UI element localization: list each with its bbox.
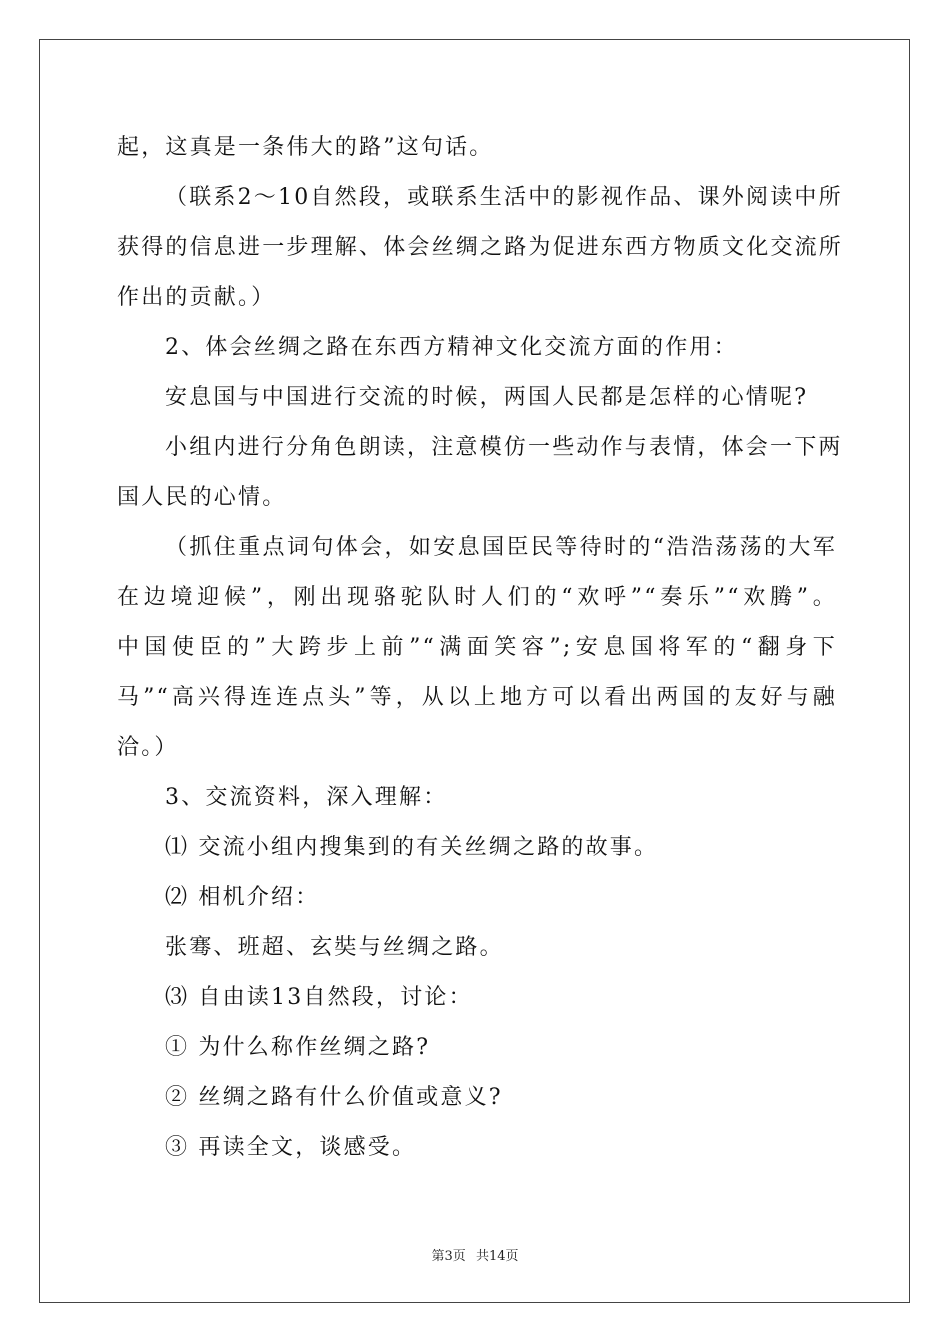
section-heading: 3、交流资料，深入理解： (165, 785, 448, 810)
text-line: 获得的信息进一步理解、体会丝绸之路为促进东西方物质文化交流所 (117, 235, 844, 260)
text-line: 在边境迎候”，刚出现骆驼队时人们的“欢呼”“奏乐”“欢腾”。 (117, 585, 837, 610)
text-line: 起，这真是一条伟大的路”这句话。 (117, 135, 494, 160)
text-line: 安息国与中国进行交流的时候，两国人民都是怎样的心情呢? (165, 385, 809, 410)
text-line: ⑴ 交流小组内搜集到的有关丝绸之路的故事。 (165, 835, 659, 860)
text-line: 小组内进行分角色朗读，注意模仿一些动作与表情，体会一下两 (165, 435, 843, 460)
text-line: 张骞、班超、玄奘与丝绸之路。 (165, 935, 504, 960)
page-number: 第3页 (431, 1249, 466, 1264)
text-line: 国人民的心情。 (117, 485, 287, 510)
list-item: ① 为什么称作丝绸之路? (165, 1035, 431, 1060)
text-line: 中国使臣的”大跨步上前”“满面笑容”;安息国将军的“翻身下 (117, 635, 837, 660)
list-item: ③ 再读全文，谈感受。 (165, 1135, 417, 1160)
text-line: （联系2～10自然段，或联系生活中的影视作品、课外阅读中所 (165, 185, 843, 210)
text-line: ⑶ 自由读13自然段，讨论： (165, 985, 473, 1010)
text-line: ⑵ 相机介绍： (165, 885, 320, 910)
page-border (39, 39, 910, 1303)
text-line: 洽。） (117, 735, 179, 760)
text-line: （抓住重点词句体会，如安息国臣民等待时的“浩浩荡荡的大军 (165, 535, 837, 560)
list-item: ② 丝绸之路有什么价值或意义? (165, 1085, 503, 1110)
page-footer (0, 1245, 950, 1264)
text-line: 作出的贡献。） (117, 285, 276, 310)
text-line: 2、体会丝绸之路在东西方精神文化交流方面的作用： (165, 335, 738, 360)
text-line: 马”“高兴得连连点头”等，从以上地方可以看出两国的友好与融 (117, 685, 837, 710)
page-total: 共14页 (475, 1249, 519, 1264)
